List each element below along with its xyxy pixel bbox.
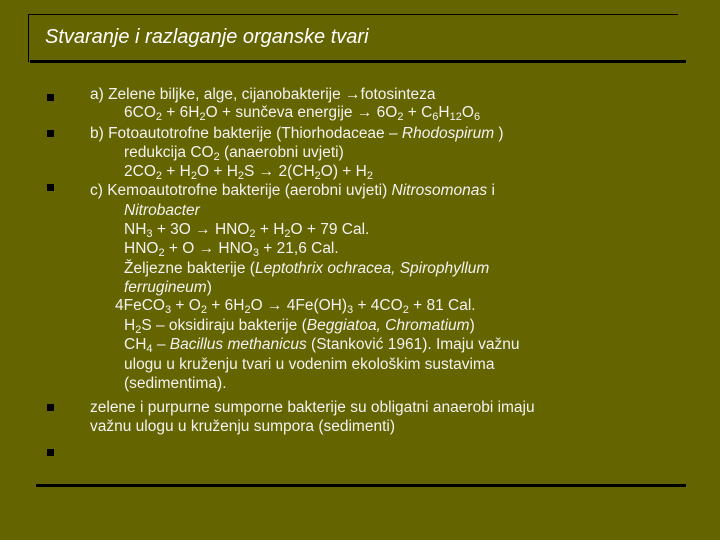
body-line: Nitrobacter	[124, 202, 200, 219]
frame-left-line	[28, 14, 29, 62]
bottom-rule	[36, 484, 686, 487]
frame-top-line	[28, 14, 678, 15]
body-line: (sedimentima).	[124, 375, 227, 392]
body-line: $HNO_2 + O \to HNO_3 + 21,6$ Cal.	[124, 240, 339, 259]
body-line: važnu ulogu u kruženju sumpora (sedimenti)	[90, 418, 395, 435]
slide-title: Stvaranje i razlaganje organske tvari	[45, 26, 369, 48]
body-line: $6CO_2 + 6H_2O$ + sunčeva energije → $6O_2 + C_6H_{12}O_6$	[124, 104, 481, 123]
body-line: ulogu u kruženju tvari u vodenim ekološkim sustavima	[124, 356, 495, 373]
body-line: 4FeCO$_3$ + $O_2 + 6H_2O \to 4Fe(OH)_3 + 4CO_2 + 81$ Cal.	[115, 297, 476, 316]
bullet-3	[47, 184, 54, 191]
bullet-1	[47, 94, 54, 101]
body-line: b) Fotoautotrofne bakterije (Thiorhodaceae – Rhodospirum )	[90, 125, 504, 142]
bullet-5	[47, 449, 54, 456]
title-underline	[30, 60, 686, 63]
body-line: $CH_4$ – Bacillus methanicus (Stanković 1961). Imaju važnu	[124, 336, 520, 355]
body-line: $H_2S$ – oksidiraju bakterije (Beggiatoa, Chromatium)	[124, 317, 475, 336]
bullet-2	[47, 130, 54, 137]
bullet-4	[47, 404, 54, 411]
body-line: redukcija $CO_2$ (anaerobni uvjeti)	[124, 144, 344, 163]
body-line: $2CO_2 + H_2O + H_2S \to 2(CH_2O) + H_2$	[124, 163, 373, 182]
body-line: a) Zelene biljke, alge, cijanobakterije →fotosinteza	[90, 86, 436, 103]
body-line: Željezne bakterije (Leptothrix ochracea, Spirophyllum	[124, 260, 490, 277]
body-line: $NH_3 + 3O \to HNO_2 + H_2O + 79$ Cal.	[124, 221, 370, 240]
body-line: zelene i purpurne sumporne bakterije su obligatni anaerobi imaju	[90, 399, 535, 416]
body-line: c) Kemoautotrofne bakterije (aerobni uvjeti) Nitrosomonas i	[90, 182, 495, 199]
body-line: ferrugineum)	[124, 279, 212, 296]
